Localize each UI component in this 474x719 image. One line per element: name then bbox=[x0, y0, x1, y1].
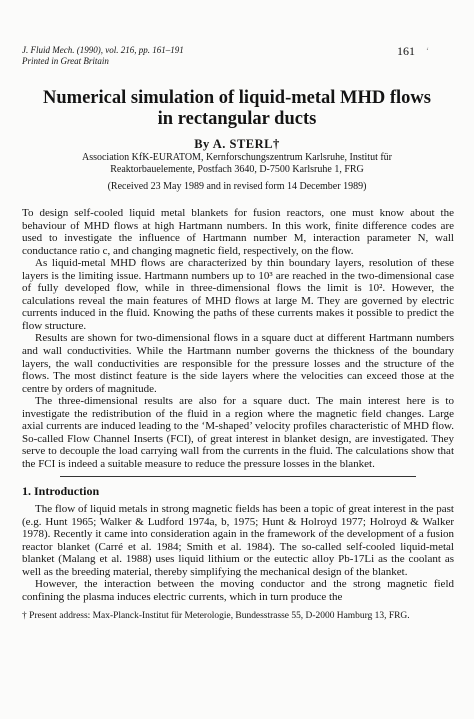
printed-line: Printed in Great Britain bbox=[22, 56, 109, 66]
body-paragraph: The flow of liquid metals in strong magnetic fields has been a topic of great interest in the past (e.g. Hunt 1965; Walker & Ludford 1974a, b, 1975; Hunt & Holroyd 1977; Holroyd & Walker 1978). Recently it came into consideration again in the framework of the development of a fusion reactor blanket (Carré et al. 1984; Smith et al. 1984). The so-called self-cooled liquid-metal blanket (Malang et al. 1988) uses liquid lithium or the eutectic alloy Pb-17Li as the coolant as well as the breeding material, thereby simplifying the mechanical design of the blanket. bbox=[22, 503, 454, 578]
paper-title bbox=[0, 88, 474, 130]
affiliation-line-2: Reaktorbauelemente, Postfach 3640, D-7500 Karlsruhe 1, FRG bbox=[110, 164, 364, 175]
introduction-text bbox=[22, 503, 454, 603]
title-line-2: in rectangular ducts bbox=[157, 109, 317, 129]
journal-line: J. Fluid Mech. (1990), vol. 216, pp. 161–191 bbox=[22, 45, 184, 55]
abstract-paragraph: The three-dimensional results are also for a square duct. The main interest here is to investigate the redistribution of the fluid in a region where the magnetic field changes. Large axial currents are induced leading to the ‘M-shaped’ velocity profiles characteristic of MHD flow. So-called Flow Channel Inserts (FCI), of great interest in blanket design, are investigated. They serve to decouple the load carrying wall from the currents in the fluid. The calculations show that the FCI is indeed a suitable measure to reduce the pressure losses in the blanket. bbox=[22, 395, 454, 470]
body-paragraph: However, the interaction between the moving conductor and the strong magnetic field confining the plasma induces electric currents, which in turn produce the bbox=[22, 578, 454, 603]
title-line-1: Numerical simulation of liquid-metal MHD flows bbox=[43, 88, 431, 108]
margin-mark: ‘ bbox=[426, 46, 429, 56]
abstract-divider bbox=[60, 476, 416, 477]
page-number: 161 bbox=[397, 44, 415, 58]
abstract-paragraph: Results are shown for two-dimensional flows in a square duct at different Hartmann numbers and wall conductivities. While the Hartmann number governs the thickness of the boundary layers, the wall conductivities are responsible for the pressure losses and the structure of the flows. The most distinct feature is the side layers where the velocities can exceed those at the centre by orders of magnitude. bbox=[22, 332, 454, 395]
abstract bbox=[22, 207, 454, 470]
author-line: By A. STERL† bbox=[194, 137, 280, 151]
abstract-paragraph: As liquid-metal MHD flows are characterized by thin boundary layers, resolution of these layers is the limiting issue. Hartmann numbers up to 10³ are reached in the two-dimensional case of fully developed flow, while in three-dimensional flows the limit is 10². However, the calculations reveal the main features of MHD flows at large M. They are governed by electric currents induced in the fluid. Knowing the paths of these currents makes it possible to predict the flow structure. bbox=[22, 257, 454, 332]
footnote: † Present address: Max-Planck-Institut für Meterologie, Bundesstrasse 55, D-2000 Hamburg 13, FRG. bbox=[22, 611, 410, 621]
abstract-paragraph: To design self-cooled liquid metal blankets for fusion reactors, one must know about the behaviour of MHD flows at high Hartmann numbers. In this work, finite difference codes are used to investigate the influence of Hartmann number M, interaction parameter N, wall conductance ratio c, and changing magnetic field, respectively, on the flow. bbox=[22, 207, 454, 257]
journal-citation bbox=[22, 45, 184, 67]
affiliation bbox=[0, 152, 474, 176]
affiliation-line-1: Association KfK-EURATOM, Kernforschungszentrum Karlsruhe, Institut für bbox=[81, 152, 393, 163]
received-dates: (Received 23 May 1989 and in revised form 14 December 1989) bbox=[107, 181, 367, 192]
section-heading: 1. Introduction bbox=[22, 484, 100, 498]
